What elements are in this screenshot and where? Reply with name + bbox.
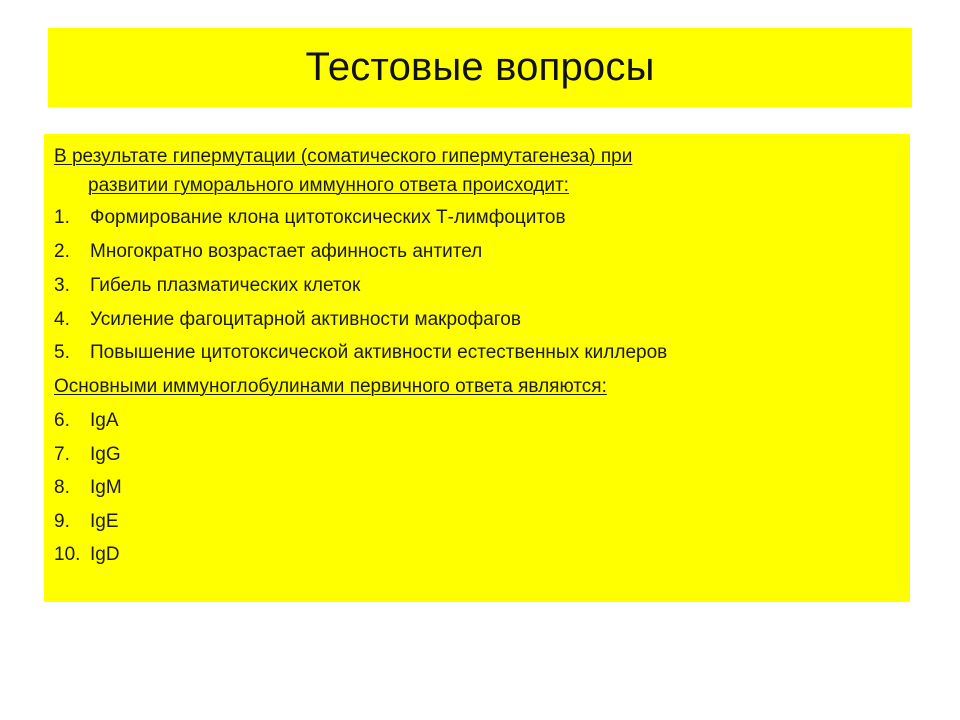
answer-item — [54, 507, 119, 536]
answer-number: 9. — [54, 511, 70, 532]
answer-number: 10. — [54, 544, 81, 565]
answer-number: 6. — [54, 410, 70, 431]
title-banner — [48, 28, 912, 107]
answer-number: 5. — [54, 342, 70, 363]
answer-text: IgG — [90, 444, 121, 465]
answer-text: Гибель плазматических клеток — [90, 275, 361, 296]
answer-text: Формирование клона цитотоксических Т-лимфоцитов — [90, 207, 566, 228]
answer-text: IgM — [90, 477, 122, 498]
answer-number: 4. — [54, 309, 70, 330]
question-2: Основными иммуноглобулинами первичного ответа являются: — [54, 376, 607, 397]
answer-text: Многократно возрастает афинность антител — [90, 241, 483, 262]
slide-title: Тестовые вопросы — [305, 45, 655, 89]
question-1-line-2: развитии гуморального иммунного ответа происходит: — [88, 175, 569, 196]
answer-number: 7. — [54, 444, 70, 465]
answer-number: 8. — [54, 477, 70, 498]
answer-item — [54, 203, 566, 232]
answer-item — [54, 406, 119, 435]
question-1-line-1: В результате гипермутации (соматического гипермутагенеза) при — [54, 146, 633, 167]
answer-item — [54, 540, 120, 569]
answer-item — [54, 440, 121, 469]
answer-number: 3. — [54, 275, 70, 296]
answer-text: Усиление фагоцитарной активности макрофагов — [90, 309, 521, 330]
answer-text: IgE — [90, 511, 119, 532]
answer-item — [54, 473, 122, 502]
answer-text: IgA — [90, 410, 119, 431]
answer-item — [54, 338, 667, 367]
questions-panel — [44, 134, 910, 602]
question-1 — [54, 142, 874, 200]
answer-item — [54, 237, 482, 266]
answer-text: IgD — [90, 544, 120, 565]
answer-item — [54, 271, 360, 300]
answer-number: 2. — [54, 241, 70, 262]
answer-text: Повышение цитотоксической активности естественных киллеров — [90, 342, 668, 363]
answer-item — [54, 305, 521, 334]
answer-number: 1. — [54, 207, 70, 228]
